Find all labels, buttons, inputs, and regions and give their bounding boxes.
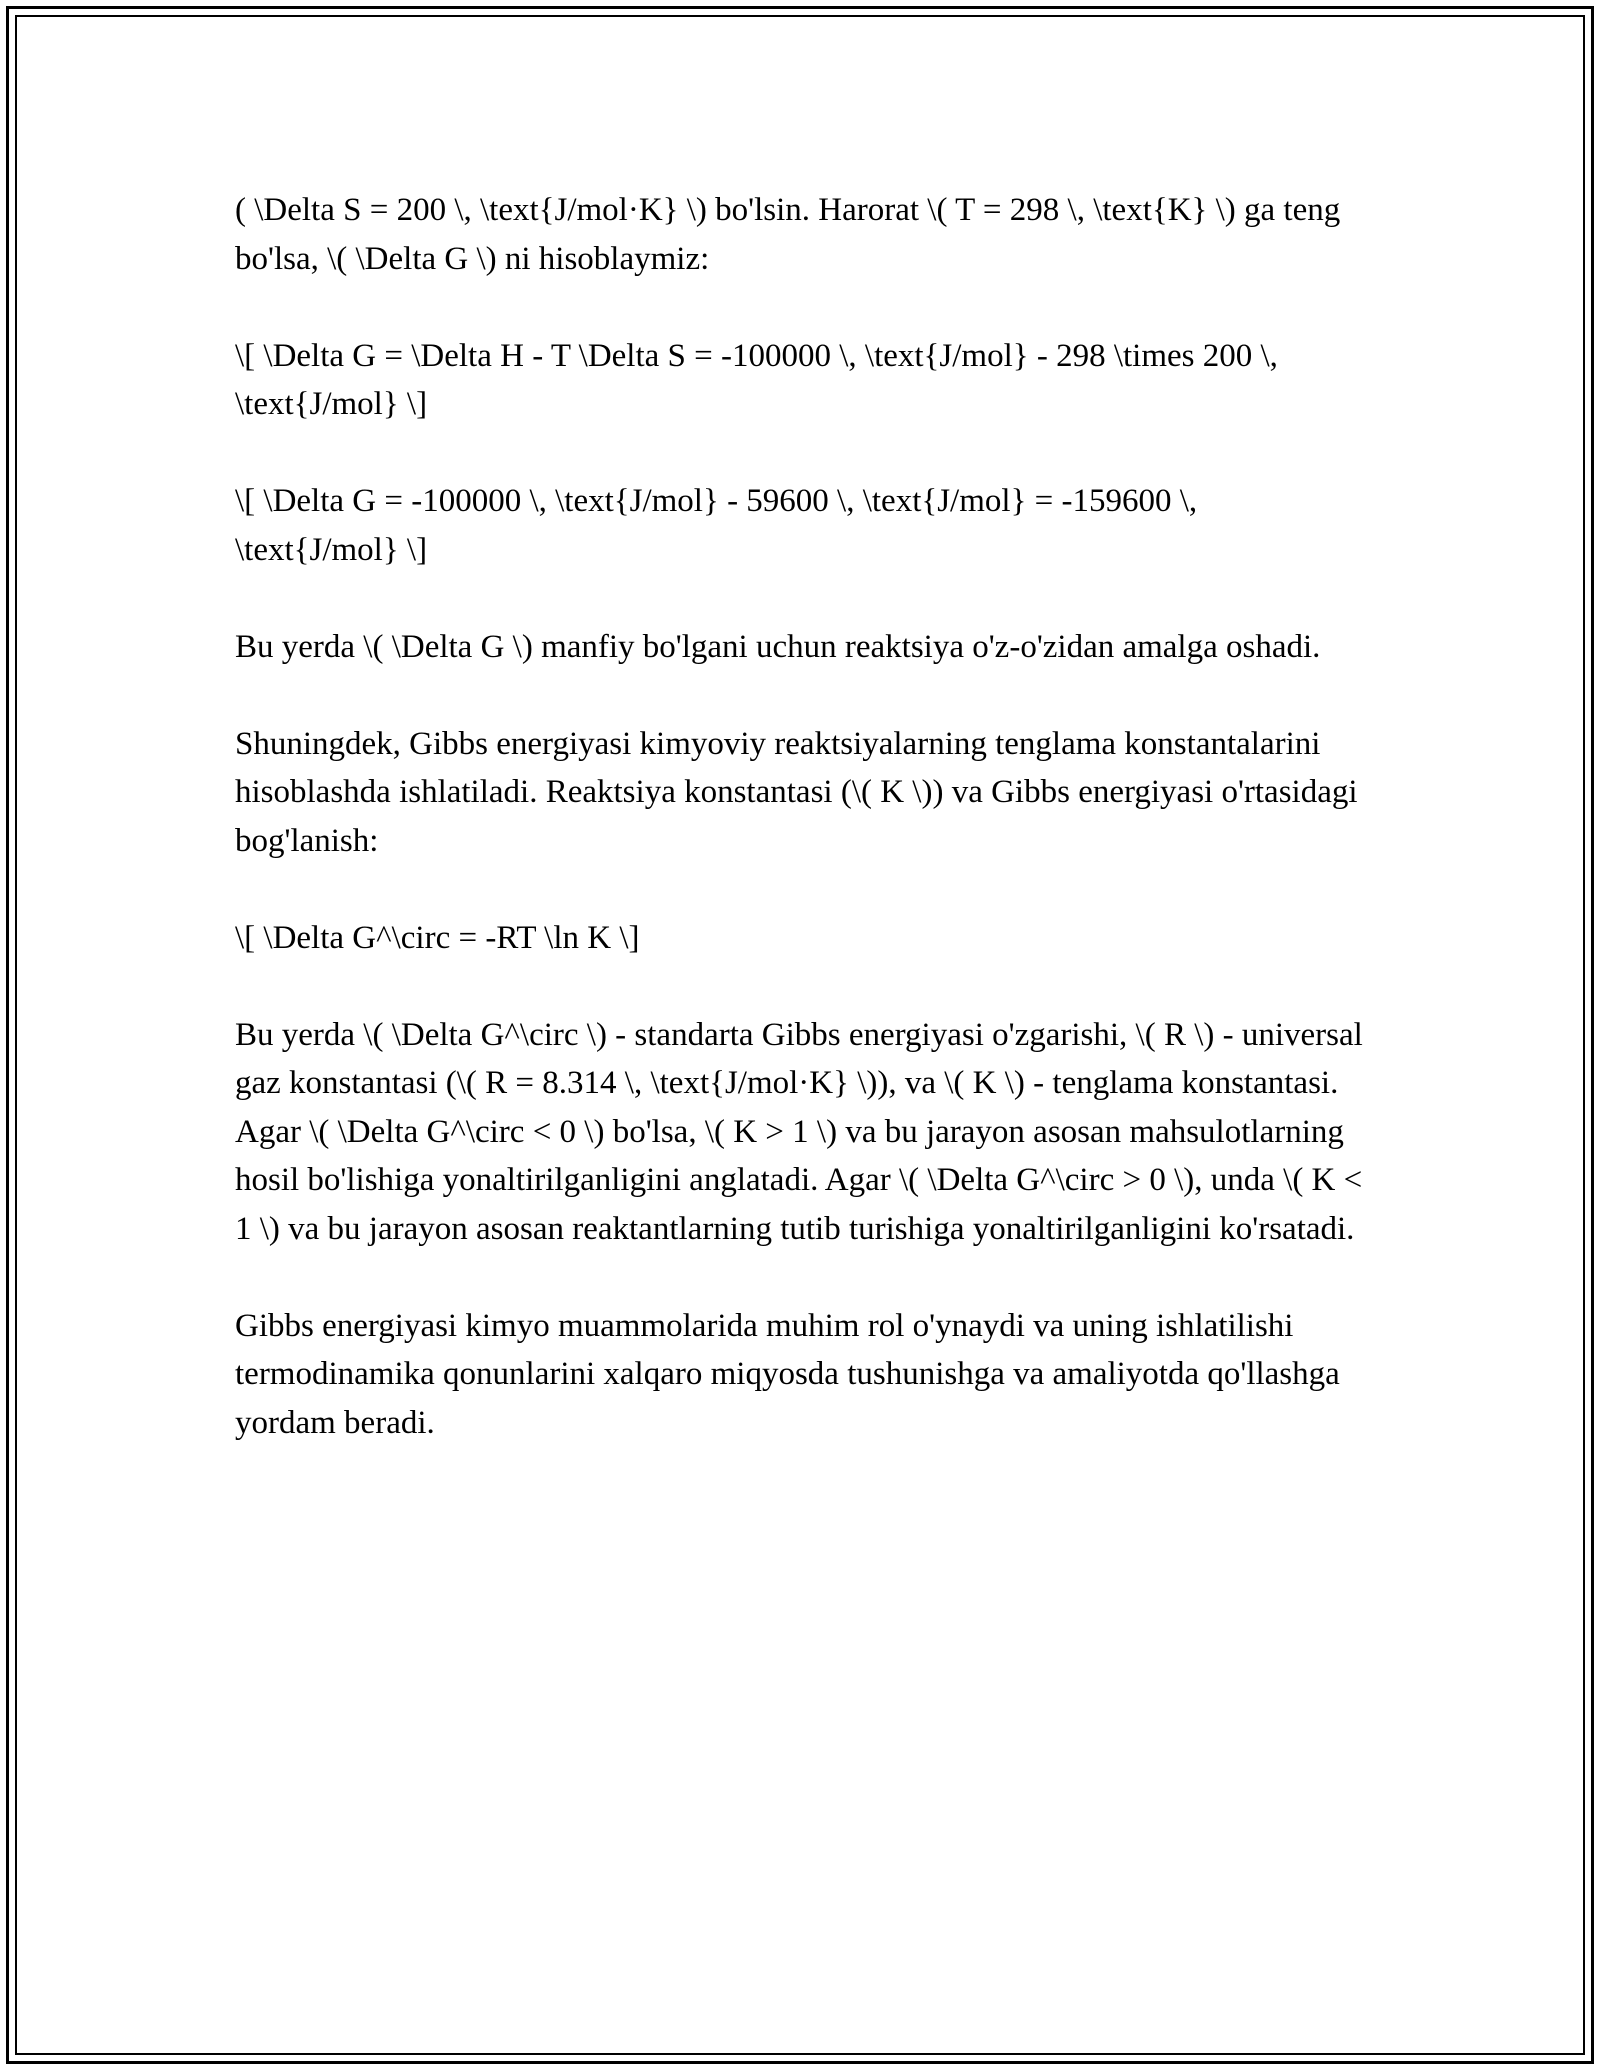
paragraph: ( \Delta S = 200 \, \text{J/mol·K} \) bo'lsin. Harorat \( T = 298 \, \text{K} \) ga teng bo'lsa, \( \Delta G \) ni hisoblaymiz: [235,192,1341,277]
equation: \[ \Delta G^\circ = -RT \ln K \] [235,919,640,956]
paragraph: Bu yerda \( \Delta G^\circ \) - standarta Gibbs energiyasi o'zgarishi, \( R \) - universal gaz konstantasi (\( R = 8.314 \, \text{J/mol·K} \)), va \( K \) - tenglama konstantasi. Agar \( \Delta G^\circ < 0 \) bo'lsa, \( K > 1 \) va bu jarayon asosan mahsulotlarning hosil bo'lishiga yonaltirilganligini anglatadi. Agar \( \Delta G^\circ > 0 \), unda \( K < 1 \) va bu jarayon asosan reaktantlarning tutib turishiga yonaltirilganligini ko'rsatadi. [235,1016,1363,1247]
equation: \[ \Delta G = \Delta H - T \Delta S = -100000 \, \text{J/mol} - 298 \times 200 \, \text{J/mol} \] [235,337,1278,422]
paragraph: Gibbs energiyasi kimyo muammolarida muhim rol o'ynaydi va uning ishlatilishi termodinamika qonunlarini xalqaro miqyosda tushunishga va amaliyotda qo'llashga yordam beradi. [235,1307,1340,1441]
document-body [235,186,1365,1496]
paragraph: Bu yerda \( \Delta G \) manfiy bo'lgani uchun reaktsiya o'z-o'zidan amalga oshadi. [235,628,1321,665]
paragraph: Shuningdek, Gibbs energiyasi kimyoviy reaktsiyalarning tenglama konstantalarini hisoblashda ishlatiladi. Reaktsiya konstantasi (\( K \)) va Gibbs energiyasi o'rtasidagi bog'lanish: [235,725,1358,859]
equation: \[ \Delta G = -100000 \, \text{J/mol} - 59600 \, \text{J/mol} = -159600 \, \text{J/mol} \] [235,483,1198,568]
